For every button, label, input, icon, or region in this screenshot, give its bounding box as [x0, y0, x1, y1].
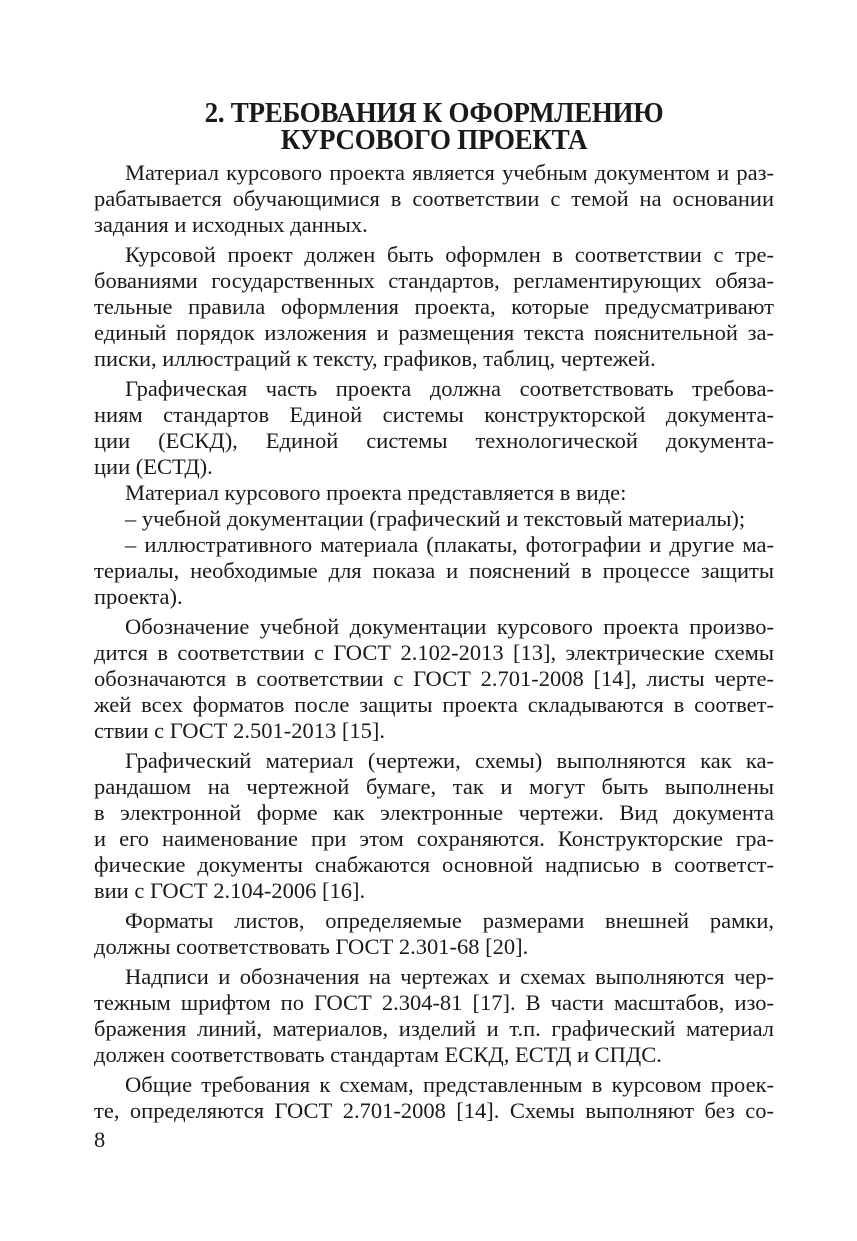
text-line: ствии с ГОСТ 2.501-2013 [15].: [94, 718, 385, 743]
paragraph-sheet-formats: [94, 908, 774, 960]
paragraph-graphic-part: [94, 376, 774, 480]
text-line: Материал курсового проекта является учебным документом и раз-: [125, 160, 774, 185]
text-line: – учебной документации (графический и текстовый материалы);: [125, 506, 746, 531]
text-line: и его наименование при этом сохраняются. Конструкторские гра-: [94, 826, 774, 851]
text-line: Курсовой проект должен быть оформлен в соответствии с тре-: [125, 242, 774, 267]
text-line: проекта).: [94, 584, 183, 609]
text-line: ниям стандартов Единой системы конструкторской документа-: [94, 402, 774, 427]
text-line: писки, иллюстраций к тексту, графиков, таблиц, чертежей.: [94, 346, 656, 371]
text-line: те, определяются ГОСТ 2.701-2008 [14]. Схемы выполняют без со-: [94, 1098, 774, 1123]
text-line: единый порядок изложения и размещения текста пояснительной за-: [94, 320, 774, 345]
text-line: Материал курсового проекта представляется в виде:: [125, 480, 627, 505]
text-line: тельные правила оформления проекта, которые предусматривают: [94, 294, 774, 319]
paragraph-state-standards: [94, 242, 774, 372]
text-line: задания и исходных данных.: [94, 212, 368, 237]
text-line: вии с ГОСТ 2.104-2006 [16].: [94, 878, 366, 903]
text-line: Обозначение учебной документации курсового проекта произво-: [125, 614, 774, 639]
text-line: – иллюстративного материала (плакаты, фотографии и другие ма-: [125, 532, 774, 557]
text-line: обозначаются в соответствии с ГОСТ 2.701-2008 [14], листы черте-: [94, 666, 774, 691]
section-heading: [118, 97, 750, 156]
text-line: Графический материал (чертежи, схемы) выполняются как ка-: [125, 748, 774, 773]
paragraph-course-material: [94, 160, 774, 238]
paragraph-designation: [94, 614, 774, 744]
paragraph-material-form: [94, 480, 774, 506]
text-line: рандашом на чертежной бумаге, так и могут быть выполнены: [94, 774, 774, 799]
paragraph-inscriptions: [94, 964, 774, 1068]
text-line: дится в соответствии с ГОСТ 2.102-2013 [13], электрические схемы: [94, 640, 774, 665]
page-number: 8: [94, 1127, 106, 1152]
text-line: Форматы листов, определяемые размерами внешней рамки,: [125, 908, 774, 933]
text-line: бованиями государственных стандартов, регламентирующих обяза-: [94, 268, 774, 293]
text-line: Общие требования к схемам, представленным в курсовом проек-: [125, 1072, 774, 1097]
text-line: должен соответствовать стандартам ЕСКД, ЕСТД и СПДС.: [94, 1042, 662, 1067]
text-line: ции (ЕСКД), Единой системы технологической документа-: [94, 428, 774, 453]
list-item-educational-docs: [94, 506, 774, 532]
text-line: рабатывается обучающимися в соответствии с темой на основании: [94, 186, 774, 211]
text-line: Надписи и обозначения на чертежах и схемах выполняются чер-: [125, 964, 774, 989]
text-line: в электронной форме как электронные чертежи. Вид документа: [94, 800, 774, 825]
document-page: [94, 97, 774, 1124]
paragraph-graphic-material: [94, 748, 774, 904]
text-line: ции (ЕСТД).: [94, 454, 213, 479]
text-line: тежным шрифтом по ГОСТ 2.304-81 [17]. В части масштабов, изо-: [94, 990, 774, 1015]
heading-line: КУРСОВОГО ПРОЕКТА: [280, 124, 588, 156]
heading-line: 2. ТРЕБОВАНИЯ К ОФОРМЛЕНИЮ: [204, 97, 664, 129]
text-line: Графическая часть проекта должна соответствовать требова-: [125, 376, 774, 401]
text-line: териалы, необходимые для показа и пояснений в процессе защиты: [94, 558, 774, 583]
text-line: жей всех форматов после защиты проекта складываются в соответ-: [94, 692, 774, 717]
list-item-illustrative-material: [94, 532, 774, 610]
paragraph-schemes-requirements: [94, 1072, 774, 1124]
text-line: должны соответствовать ГОСТ 2.301-68 [20].: [94, 934, 529, 959]
text-line: фические документы снабжаются основной надписью в соответст-: [94, 852, 774, 877]
text-line: бражения линий, материалов, изделий и т.п. графический материал: [94, 1016, 774, 1041]
